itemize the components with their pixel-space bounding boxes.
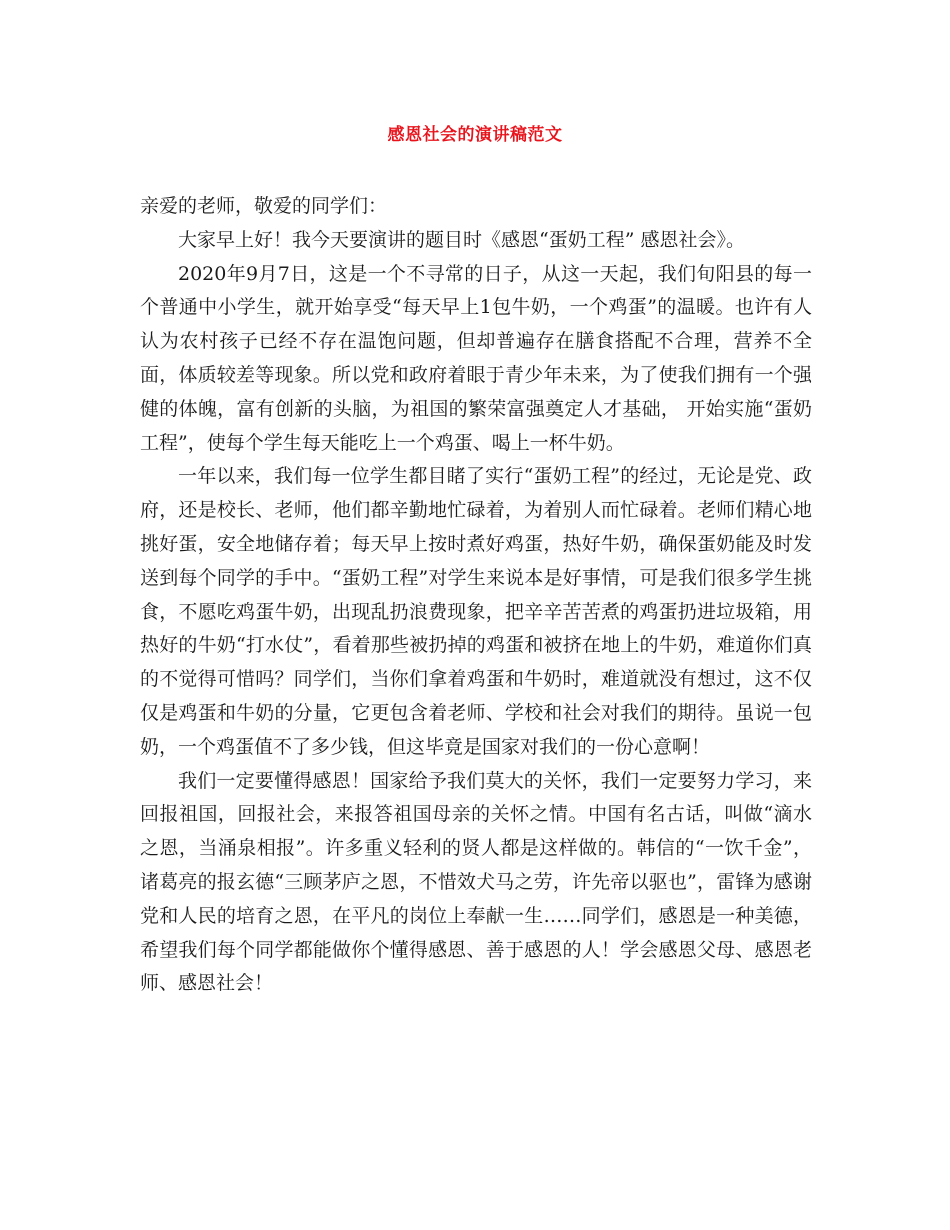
paragraph-background: 2020年9月7日，这是一个不寻常的日子，从这一天起，我们旬阳县的每一个普通中小学生，就开始享受“每天早上1包牛奶，一个鸡蛋”的温暖。也许有人认为农村孩子已经不存在温饱问题，但却普遍存在膳食搭配不合理，营养不全面，体质较差等现象。所以党和政府着眼于青少年未来，为了使我们拥有一个强健的体魄，富有创新的头脑，为祖国的繁荣富强奠定人才基础， 开始实施“蛋奶工程”，使每个学生每天能吃上一个鸡蛋、喝上一杯牛奶。: [140, 262, 812, 454]
salutation: 亲爱的老师，敬爱的同学们：: [140, 195, 388, 217]
paragraph-observation: 一年以来，我们每一位学生都目睹了实行“蛋奶工程”的经过，无论是党、政府，还是校长、老师，他们都辛勤地忙碌着，为着别人而忙碌着。老师们精心地挑好蛋，安全地储存着；每天早上按时煮好鸡蛋，热好牛奶，确保蛋奶能及时发送到每个同学的手中。“蛋奶工程”对学生来说本是好事情，可是我们很多学生挑食，不愿吃鸡蛋牛奶，出现乱扔浪费现象，把辛辛苦苦煮的鸡蛋扔进垃圾箱，用热好的牛奶“打水仗”，看着那些被扔掉的鸡蛋和被挤在地上的牛奶，难道你们真的不觉得可惜吗？同学们，当你们拿着鸡蛋和牛奶时，难道就没有想过，这不仅仅是鸡蛋和牛奶的分量，它更包含着老师、学校和社会对我们的期待。虽说一包奶，一个鸡蛋值不了多少钱，但这毕竟是国家对我们的一份心意啊！: [140, 465, 812, 758]
document-body: [140, 190, 812, 1001]
paragraph-gratitude: 我们一定要懂得感恩！国家给予我们莫大的关怀，我们一定要努力学习，来回报祖国，回报社会，来报答祖国母亲的关怀之情。中国有名古话，叫做“滴水之恩，当涌泉相报”。许多重义轻利的贤人都是这样做的。韩信的“一饮千金”，诸葛亮的报玄德“三顾茅庐之恩，不惜效犬马之劳，许先帝以驱也”，雷锋为感谢党和人民的培育之恩，在平凡的岗位上奉献一生……同学们，感恩是一种美德，希望我们每个同学都能做你个懂得感恩、善于感恩的人！学会感恩父母、感恩老师、感恩社会！: [140, 769, 812, 995]
document-title: 感恩社会的演讲稿范文: [387, 125, 563, 145]
paragraph-greeting: 大家早上好！我今天要演讲的题目时《感恩“蛋奶工程” 感恩社会》。: [178, 228, 745, 251]
